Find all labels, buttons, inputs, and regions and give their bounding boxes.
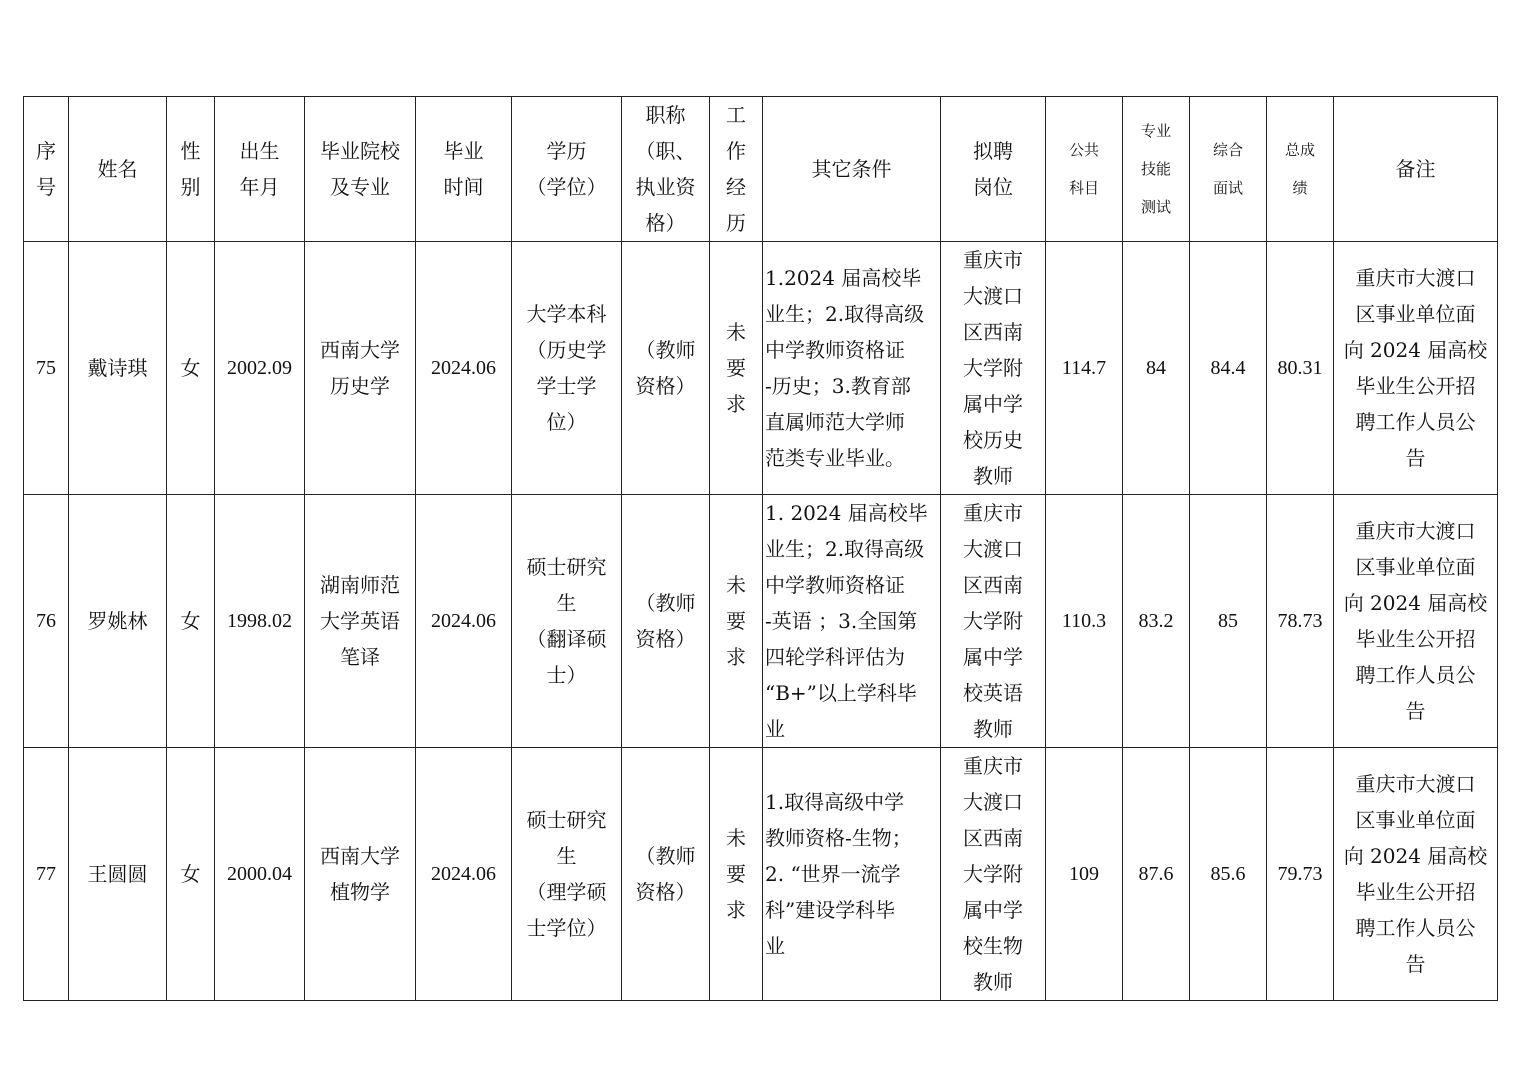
cell-school: 西南大学 植物学 [305, 748, 416, 1001]
cell-position: 重庆市 大渡口 区西南 大学附 属中学 校生物 教师 [941, 748, 1046, 1001]
results-table [23, 96, 1498, 1001]
cell-gender: 女 [167, 495, 215, 748]
cell-degree: 硕士研究 生 （理学硕 士学位） [512, 748, 622, 1001]
cell-skill: 84 [1123, 242, 1190, 495]
cell-gender: 女 [167, 748, 215, 1001]
header-seq: 序 号 [24, 97, 69, 242]
header-birth: 出生 年月 [215, 97, 305, 242]
table-row [24, 495, 1498, 748]
cell-name: 罗姚林 [69, 495, 167, 748]
cell-remark: 重庆市大渡口 区事业单位面 向 2024 届高校 毕业生公开招 聘工作人员公 告 [1334, 495, 1498, 748]
cell-school: 西南大学 历史学 [305, 242, 416, 495]
cell-skill: 83.2 [1123, 495, 1190, 748]
cell-name: 戴诗琪 [69, 242, 167, 495]
cell-birth: 2000.04 [215, 748, 305, 1001]
cell-conditions [763, 495, 941, 748]
cell-grad-time: 2024.06 [416, 748, 512, 1001]
header-work: 工 作 经 历 [710, 97, 763, 242]
cell-remark: 重庆市大渡口 区事业单位面 向 2024 届高校 毕业生公开招 聘工作人员公 告 [1334, 748, 1498, 1001]
conditions-text: 1.2024 届高校毕 业生；2.取得高级 中学教师资格证 -历史；3.教育部 直属师范大学师 范类专业毕业。 [765, 266, 925, 470]
cell-work: 未 要 求 [710, 242, 763, 495]
header-position: 拟聘 岗位 [941, 97, 1046, 242]
conditions-text: 1. 2024 届高校毕 业生；2.取得高级 中学教师资格证 -英语 ；3.全国第 四轮学科评估为 “B+”以上学科毕 业 [765, 501, 928, 741]
cell-seq: 77 [24, 748, 69, 1001]
header-school: 毕业院校 及专业 [305, 97, 416, 242]
cell-total: 80.31 [1267, 242, 1334, 495]
header-public: 公共 科目 [1046, 97, 1123, 242]
conditions-text: 1.取得高级中学 教师资格-生物； 2. “世界一流学 科”建设学科毕 业 [765, 790, 912, 958]
cell-birth: 2002.09 [215, 242, 305, 495]
cell-work: 未 要 求 [710, 495, 763, 748]
cell-title: （教师 资格） [622, 242, 710, 495]
cell-skill: 87.6 [1123, 748, 1190, 1001]
header-name: 姓名 [69, 97, 167, 242]
cell-position: 重庆市 大渡口 区西南 大学附 属中学 校英语 教师 [941, 495, 1046, 748]
cell-grad-time: 2024.06 [416, 495, 512, 748]
header-skill: 专业 技能 测试 [1123, 97, 1190, 242]
cell-school: 湖南师范 大学英语 笔译 [305, 495, 416, 748]
cell-public: 109 [1046, 748, 1123, 1001]
cell-degree: 硕士研究 生 （翻译硕 士） [512, 495, 622, 748]
cell-name: 王圆圆 [69, 748, 167, 1001]
cell-title: （教师 资格） [622, 748, 710, 1001]
cell-total: 79.73 [1267, 748, 1334, 1001]
cell-degree: 大学本科 （历史学 学士学 位） [512, 242, 622, 495]
cell-interview: 85 [1190, 495, 1267, 748]
header-title: 职称 （职、 执业资 格） [622, 97, 710, 242]
cell-public: 110.3 [1046, 495, 1123, 748]
cell-interview: 84.4 [1190, 242, 1267, 495]
cell-remark: 重庆市大渡口 区事业单位面 向 2024 届高校 毕业生公开招 聘工作人员公 告 [1334, 242, 1498, 495]
table-row [24, 242, 1498, 495]
header-total: 总成 绩 [1267, 97, 1334, 242]
cell-grad-time: 2024.06 [416, 242, 512, 495]
header-conditions: 其它条件 [763, 97, 941, 242]
header-grad-time: 毕业 时间 [416, 97, 512, 242]
header-remark: 备注 [1334, 97, 1498, 242]
cell-gender: 女 [167, 242, 215, 495]
cell-title: （教师 资格） [622, 495, 710, 748]
header-interview: 综合 面试 [1190, 97, 1267, 242]
cell-birth: 1998.02 [215, 495, 305, 748]
cell-conditions [763, 242, 941, 495]
cell-position: 重庆市 大渡口 区西南 大学附 属中学 校历史 教师 [941, 242, 1046, 495]
cell-seq: 75 [24, 242, 69, 495]
cell-work: 未 要 求 [710, 748, 763, 1001]
cell-seq: 76 [24, 495, 69, 748]
cell-conditions [763, 748, 941, 1001]
header-degree: 学历 （学位） [512, 97, 622, 242]
cell-public: 114.7 [1046, 242, 1123, 495]
cell-interview: 85.6 [1190, 748, 1267, 1001]
header-gender: 性 别 [167, 97, 215, 242]
header-row [24, 97, 1498, 242]
table-row [24, 748, 1498, 1001]
cell-total: 78.73 [1267, 495, 1334, 748]
